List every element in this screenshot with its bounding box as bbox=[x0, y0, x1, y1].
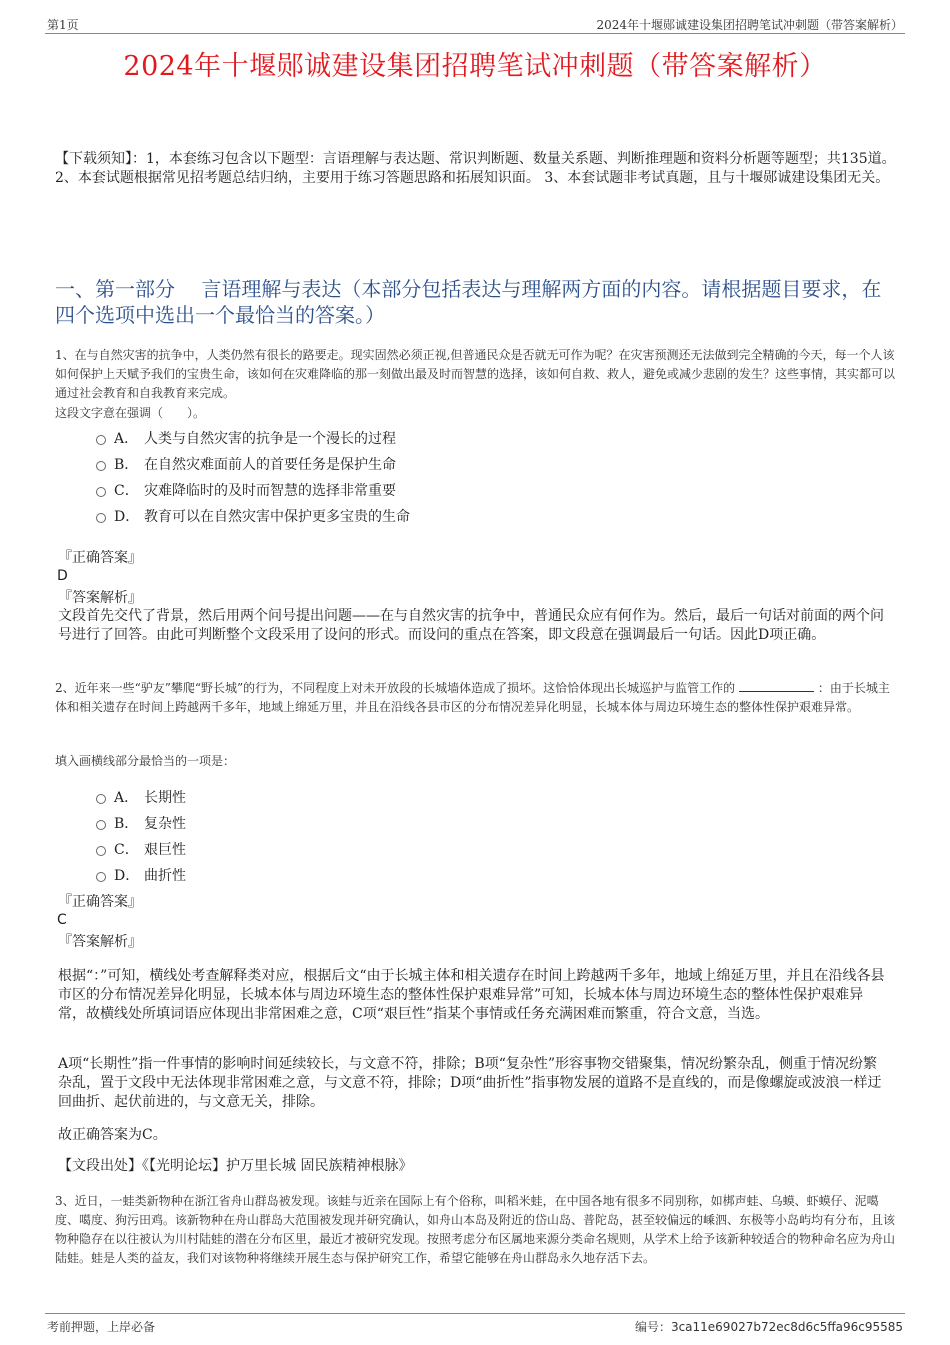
option-letter: B． bbox=[114, 457, 139, 473]
question-1-option-b[interactable] bbox=[96, 451, 696, 477]
question-1-option-c[interactable] bbox=[96, 477, 696, 503]
page-header bbox=[45, 13, 905, 34]
radio-icon[interactable] bbox=[96, 794, 106, 804]
option-text: 复杂性 bbox=[144, 816, 186, 832]
question-1-stem: 这段文字意在强调（ ）。 bbox=[55, 406, 206, 420]
question-1-text: 1、在与自然灾害的抗争中，人类仍然有很长的路要走。现实固然必须正视,但普通民众是否就无可作为呢？在灾害预测还无法做到完全精确的今天，每一个人该如何保护上天赋予我们的宝贵生命，该如何在灾难降临的那一刻做出最及时而智慧的选择，该如何自救、救人，避免或减少悲剧的发生？这些事情，其实都可以通过社会教育和自我教育来完成。 bbox=[55, 348, 896, 400]
radio-icon[interactable] bbox=[96, 487, 106, 497]
option-text: 长期性 bbox=[144, 790, 186, 806]
option-text: 灾难降临时的及时而智慧的选择非常重要 bbox=[144, 483, 396, 499]
question-1-analysis-label: 『答案解析』 bbox=[58, 590, 142, 606]
question-1-analysis: 文段首先交代了背景，然后用两个问号提出问题——在与自然灾害的抗争中，普通民众应有何作为。然后，最后一句话对前面的两个问号进行了回答。由此可判断整个文段采用了设问的形式。而设问的重点在答案，即文段意在强调最后一句话。因此D项正确。 bbox=[58, 608, 884, 643]
option-text: 曲折性 bbox=[144, 868, 186, 884]
option-text: 在自然灾难面前人的首要任务是保护生命 bbox=[144, 457, 396, 473]
download-notice: 【下载须知】：1，本套练习包含以下题型：言语理解与表达题、常识判断题、数量关系题、判断推理题和资料分析题等题型；共135道。 2、本套试题根据常见招考题总结归纳，主要用于练习答题思路和拓展知识面。 3、本套试题非考试真题，且与十堰郧诚建设集团无关。 bbox=[55, 151, 896, 186]
question-1-options bbox=[96, 425, 696, 529]
question-2-option-b[interactable] bbox=[96, 810, 696, 836]
question-2-option-a[interactable] bbox=[96, 784, 696, 810]
radio-icon[interactable] bbox=[96, 513, 106, 523]
question-1-answer-label: 『正确答案』 bbox=[58, 550, 142, 566]
radio-icon[interactable] bbox=[96, 820, 106, 830]
question-2-text-before: 2、近年来一些“驴友”攀爬“野长城”的行为，不同程度上对未开放段的长城墙体造成了损坏。这恰恰体现出长城巡护与监管工作的 bbox=[55, 681, 736, 695]
option-letter: D． bbox=[114, 509, 140, 525]
footer-serial: 编号：3ca11e69027b72ec8d6c5ffa96c95585 bbox=[634, 1320, 903, 1334]
question-2-source: 【文段出处】《【光明论坛】护万里长城 固民族精神根脉》 bbox=[58, 1158, 413, 1174]
question-2-analysis-p2: A项“长期性”指一件事情的影响时间延续较长，与文意不符，排除；B项“复杂性”形容事物交错聚集，情况纷繁杂乱，侧重于情况纷繁杂乱，置于文段中无法体现非常困难之意，与文意不符，排除；D项“曲折性”指事物发展的道路不是直线的，而是像螺旋或波浪一样迂回曲折、起伏前进的，与文意无关，排除。 bbox=[58, 1056, 882, 1110]
radio-icon[interactable] bbox=[96, 846, 106, 856]
question-2-text-after: ：由于长城主体和相关遗存在时间上跨越两千多年，地域上绵延万里，并且在沿线各县市区的分布情况差异化明显，长城本体与周边环境生态的整体性保护艰难异常。 bbox=[55, 681, 890, 714]
radio-icon[interactable] bbox=[96, 872, 106, 882]
footer-slogan: 考前押题，上岸必备 bbox=[47, 1320, 156, 1334]
option-text: 人类与自然灾害的抗争是一个漫长的过程 bbox=[144, 431, 396, 447]
radio-icon[interactable] bbox=[96, 461, 106, 471]
question-1-answer: D bbox=[57, 568, 68, 584]
option-letter: C． bbox=[114, 483, 139, 499]
question-3-text: 3、近日，一蛙类新物种在浙江省舟山群岛被发现。该蛙与近亲在国际上有个俗称，叫稻米蛙，在中国各地有很多不同别称，如梆声蛙、乌蟆、虾蟆仔、泥噶度、噶度、狗污田鸡。该新物种在舟山群岛大范围被发现并研究确认，如舟山本岛及附近的岱山岛、普陀岛，甚至较偏远的嵊泗、东极等小岛屿均有分布，且该物种隐存在以往被认为川村陆蛙的潜在分布区里，最近才被研究发现。按照考虑分布区属地来源分类命名规则，从学术上给予该新种较适合的物种命名应为舟山陆蛙。蛙是人类的益友，我们对该物种将继续开展生态与保护研究工作，希望它能够在舟山群岛永久地存活下去。 bbox=[55, 1194, 896, 1265]
question-2-analysis-label: 『答案解析』 bbox=[58, 934, 142, 950]
question-2-analysis-p1: 根据“：”可知，横线处考查解释类对应，根据后文“由于长城主体和相关遗存在时间上跨越两千多年，地域上绵延万里，并且在沿线各县市区的分布情况差异化明显，长城本体与周边环境生态的整体性保护艰难异常”可知，长城本体与周边环境生态的整体性保护艰难异常，故横线处所填词语应体现出非常困难之意，C项“艰巨性”指某个事情或任务充满困难而繁重，符合文意，当选。 bbox=[58, 968, 885, 1022]
option-text: 艰巨性 bbox=[144, 842, 186, 858]
option-letter: A． bbox=[114, 790, 139, 806]
page-number: 第1页 bbox=[47, 18, 79, 32]
question-2-stem: 填入画横线部分最恰当的一项是： bbox=[55, 754, 236, 768]
question-2-answer-label: 『正确答案』 bbox=[58, 894, 142, 910]
section-heading: 一、第一部分 言语理解与表达（本部分包括表达与理解两方面的内容。请根据题目要求，在四个选项中选出一个最恰当的答案。） bbox=[55, 277, 882, 327]
question-2-analysis-p3: 故正确答案为C。 bbox=[58, 1127, 167, 1143]
option-letter: B． bbox=[114, 816, 139, 832]
question-2-option-d[interactable] bbox=[96, 862, 696, 888]
option-letter: D． bbox=[114, 868, 140, 884]
option-letter: A． bbox=[114, 431, 139, 447]
question-1-option-d[interactable] bbox=[96, 503, 696, 529]
page-title: 2024年十堰郧诚建设集团招聘笔试冲刺题（带答案解析） bbox=[123, 51, 827, 82]
question-2-options bbox=[96, 784, 696, 888]
question-2-text bbox=[55, 679, 900, 717]
option-text: 教育可以在自然灾害中保护更多宝贵的生命 bbox=[144, 509, 410, 525]
radio-icon[interactable] bbox=[96, 435, 106, 445]
question-2-answer: C bbox=[57, 912, 67, 928]
header-doc-title: 2024年十堰郧诚建设集团招聘笔试冲刺题（带答案解析） bbox=[596, 18, 903, 32]
question-2-option-c[interactable] bbox=[96, 836, 696, 862]
question-1-option-a[interactable] bbox=[96, 425, 696, 451]
option-letter: C． bbox=[114, 842, 139, 858]
fill-blank bbox=[739, 679, 814, 692]
page-footer bbox=[45, 1313, 905, 1336]
